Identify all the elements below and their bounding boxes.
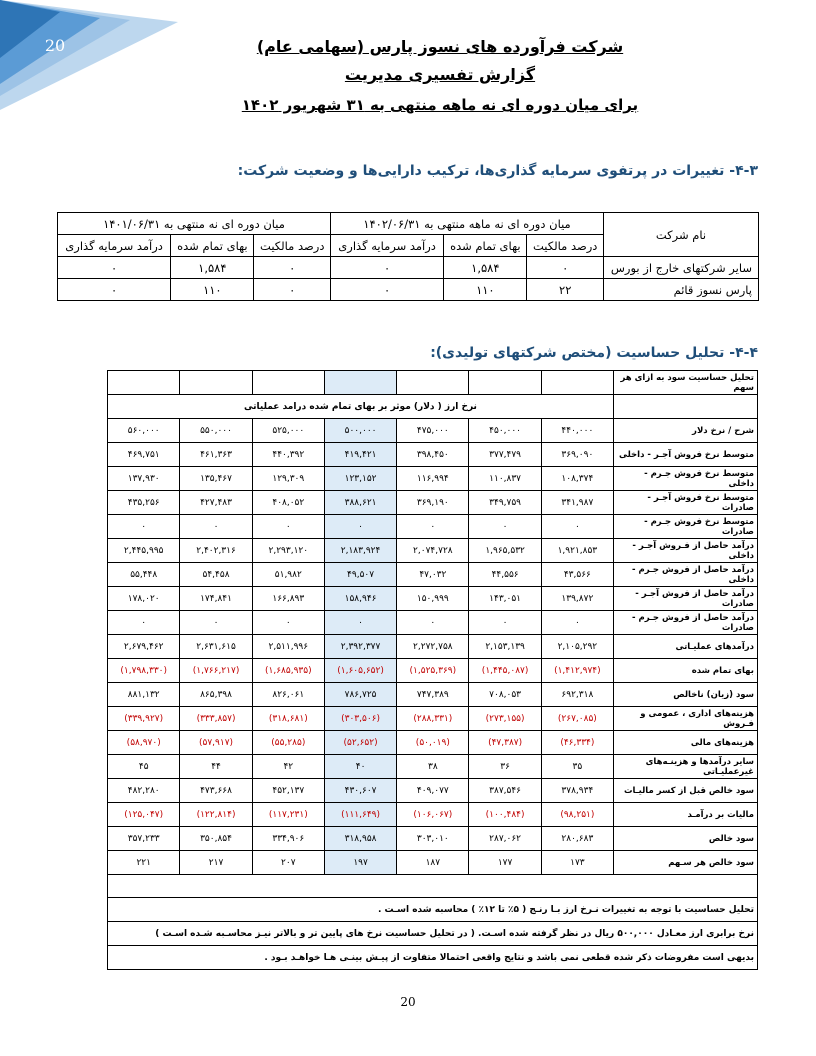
table-row [108,827,758,851]
rate-header-cell: ۵۲۵,۰۰۰ [252,419,324,443]
value-cell: ۱۱۰ [171,279,254,301]
value-cell: ۰ [180,515,252,539]
row-label: سود خالص قبل از کسر مالیـات [614,779,758,803]
value-cell: ۷۰۸,۰۵۳ [469,683,541,707]
value-cell: ۴۰۸,۰۵۲ [252,491,324,515]
table-row [108,851,758,875]
value-cell: (۵۲,۶۵۲) [324,731,396,755]
value-cell: (۳۳۹,۹۲۷) [108,707,180,731]
value-cell: ۳۷۷,۴۷۹ [469,443,541,467]
header-label: شرح / نرخ دلار [614,419,758,443]
table-row [108,467,758,491]
value-cell: ۰ [397,515,469,539]
value-cell: ۱۹۷ [324,851,396,875]
value-cell: ۰ [108,611,180,635]
value-cell: ۰ [58,279,171,301]
value-cell: (۴۷,۳۸۷) [469,731,541,755]
value-cell: ۴۷۳,۶۶۸ [180,779,252,803]
col-current-ownership: درصد مالکیت [527,235,604,257]
value-cell: ۳۸۸,۶۲۱ [324,491,396,515]
row-label: متوسط نرخ فروش جـرم - صادرات [614,515,758,539]
value-cell: (۵۵,۲۸۵) [252,731,324,755]
table-row [108,779,758,803]
empty-cell [324,371,396,395]
value-cell: (۱۱۱,۶۴۹) [324,803,396,827]
value-cell: ۳۹۸,۴۵۰ [397,443,469,467]
value-cell: ۲,۱۸۳,۹۲۴ [324,539,396,563]
value-cell: ۳۵۰,۸۵۴ [180,827,252,851]
value-cell: ۵۵,۴۴۸ [108,563,180,587]
rate-header-cell: ۴۴۰,۰۰۰ [541,419,613,443]
sensitivity-subtitle: نرخ ارز ( دلار) موثر بر بهای تمام شده درامد عملیاتی [108,395,614,419]
value-cell: ۳۳۴,۹۰۶ [252,827,324,851]
value-cell: ۳۷۸,۹۳۴ [541,779,613,803]
value-cell: ۴۰۹,۰۷۷ [397,779,469,803]
note-text: بدیهی است مفروضات ذکر شده قطعی نمی باشد و نتایج واقعی احتمالا متفاوت از پیـش بینـی هـا خواهـد بـود . [108,946,758,970]
value-cell: ۱۱۶,۹۹۴ [397,467,469,491]
value-cell: ۴۱۹,۴۲۱ [324,443,396,467]
table-row [108,659,758,683]
value-cell: ۴۴ [180,755,252,779]
col-prior-cost: بهای تمام شده [171,235,254,257]
row-label: سود خالص هر سـهم [614,851,758,875]
value-cell: ۲,۳۹۲,۳۷۷ [324,635,396,659]
value-cell: (۱,۷۹۸,۳۳۰) [108,659,180,683]
note-row [108,922,758,946]
sensitivity-table [107,370,758,970]
value-cell: ۲,۰۷۴,۷۲۸ [397,539,469,563]
table-row [108,635,758,659]
page-number-bottom: 20 [400,995,416,1009]
value-cell: ۲,۴۴۵,۹۹۵ [108,539,180,563]
value-cell: ۰ [58,257,171,279]
rate-header-cell: ۵۵۰,۰۰۰ [180,419,252,443]
value-cell: ۴۰ [324,755,396,779]
value-cell: ۲,۱۰۵,۲۹۲ [541,635,613,659]
value-cell: (۳۰۳,۵۰۶) [324,707,396,731]
value-cell: (۱,۷۶۶,۲۱۷) [180,659,252,683]
value-cell: ۲,۲۷۲,۷۵۸ [397,635,469,659]
table-row [108,707,758,731]
value-cell: ۴۴,۵۵۶ [469,563,541,587]
value-cell: ۱۵۰,۹۹۹ [397,587,469,611]
row-label: درآمد حاصل از فروش جـرم - صادرات [614,611,758,635]
value-cell: ۲,۱۵۳,۱۳۹ [469,635,541,659]
value-cell: ۱,۹۲۱,۸۵۳ [541,539,613,563]
value-cell: ۱۸۷ [397,851,469,875]
value-cell: ۱۰۸,۳۷۴ [541,467,613,491]
row-label: متوسط نرخ فروش جـرم - داخلی [614,467,758,491]
value-cell: ۱۵۸,۹۴۶ [324,587,396,611]
empty-cell [252,371,324,395]
empty-cell [469,371,541,395]
value-cell: ۴۳۵,۲۵۶ [108,491,180,515]
section-sensitivity-title: ۴-۴- تحلیل حساسیت (مختص شرکتهای تولیدی): [430,345,758,361]
value-cell: ۱۶۶,۸۹۳ [252,587,324,611]
value-cell: ۴۶۹,۷۵۱ [108,443,180,467]
value-cell: ۵۱,۹۸۲ [252,563,324,587]
value-cell: ۵۴,۴۵۸ [180,563,252,587]
value-cell: ۸۲۶,۰۶۱ [252,683,324,707]
col-period-current: میان دوره ای نه ماهه منتهی به ۱۴۰۲/۰۶/۳۱ [331,213,604,235]
value-cell: (۵۰,۰۱۹) [397,731,469,755]
value-cell: ۱۱۰,۸۳۷ [469,467,541,491]
value-cell: (۵۸,۹۷۰) [108,731,180,755]
value-cell: ۴۵۲,۱۳۷ [252,779,324,803]
value-cell: (۱۲۲,۸۱۴) [180,803,252,827]
value-cell: ۴۳۰,۶۰۷ [324,779,396,803]
table-row [58,257,759,279]
table-row [108,563,758,587]
value-cell: ۰ [541,515,613,539]
row-label: متوسط نرخ فروش آجـر - داخلی [614,443,758,467]
table-row [108,515,758,539]
value-cell: (۱۱۷,۲۳۱) [252,803,324,827]
spacer-row [108,875,758,898]
value-cell: ۲۸۷,۰۶۲ [469,827,541,851]
table-row [108,683,758,707]
table-row [108,443,758,467]
value-cell: ۳۴۱,۹۸۷ [541,491,613,515]
value-cell: ۱۷۷ [469,851,541,875]
value-cell: (۱,۶۸۵,۹۳۵) [252,659,324,683]
row-label: متوسط نرخ فروش آجـر - صادرات [614,491,758,515]
page-number-top: 20 [44,36,66,55]
value-cell: (۳۳۳,۸۵۷) [180,707,252,731]
table-row [108,755,758,779]
row-label: درآمد حاصل از فروش آجـر - صادرات [614,587,758,611]
value-cell: (۱۲۵,۰۴۷) [108,803,180,827]
value-cell: ۲,۶۷۹,۴۶۲ [108,635,180,659]
col-prior-ownership: درصد مالکیت [254,235,331,257]
table-row [108,803,758,827]
value-cell: ۳۸ [397,755,469,779]
note-text: نرخ برابری ارز معـادل ۵۰۰,۰۰۰ ریال در نظر گرفته شده اسـت. ( در تحلیل حساسیت نرخ های پایین تر و بالاتر نیـز محاسـبه شـده اسـت ) [108,922,758,946]
value-cell: ۴۷,۰۳۲ [397,563,469,587]
value-cell: ۱۲۹,۳۰۹ [252,467,324,491]
value-cell: (۱,۶۰۵,۶۵۲) [324,659,396,683]
company-name: شرکت فرآورده های نسوز پارس (سهامی عام) [256,37,624,56]
value-cell: ۳۵ [541,755,613,779]
row-label: سود (زیان) ناخالص [614,683,758,707]
value-cell: ۳۶۹,۰۹۰ [541,443,613,467]
col-current-cost: بهای تمام شده [444,235,527,257]
value-cell: ۴۲۷,۴۸۳ [180,491,252,515]
value-cell: ۱۴۳,۰۵۱ [469,587,541,611]
sensitivity-title-row [108,371,758,395]
rate-header-cell: ۴۷۵,۰۰۰ [397,419,469,443]
col-current-income: درآمد سرمایه گذاری [331,235,444,257]
note-row [108,898,758,922]
value-cell: ۰ [108,515,180,539]
value-cell: (۱,۴۱۲,۹۷۴) [541,659,613,683]
value-cell: (۱,۴۴۵,۰۸۷) [469,659,541,683]
col-period-prior: میان دوره ای نه منتهی به ۱۴۰۱/۰۶/۳۱ [58,213,331,235]
value-cell: ۴۹,۵۰۷ [324,563,396,587]
value-cell: ۰ [331,257,444,279]
value-cell: ۰ [541,611,613,635]
value-cell: ۰ [324,611,396,635]
value-cell: ۲۰۷ [252,851,324,875]
company-cell: سایر شرکتهای خارج از بورس [604,257,759,279]
table-row [108,539,758,563]
value-cell: ۳۶۹,۱۹۰ [397,491,469,515]
value-cell: ۰ [254,257,331,279]
value-cell: ۶۹۲,۳۱۸ [541,683,613,707]
value-cell: ۴۲ [252,755,324,779]
value-cell: ۷۸۶,۷۲۵ [324,683,396,707]
value-cell: ۱,۵۸۴ [444,257,527,279]
sensitivity-header-row [108,419,758,443]
value-cell: ۱۱۰ [444,279,527,301]
empty-cell [397,371,469,395]
value-cell: ۰ [254,279,331,301]
value-cell: ۲۲ [527,279,604,301]
value-cell: ۳۶ [469,755,541,779]
value-cell: (۱۰۰,۴۸۴) [469,803,541,827]
table-row [108,491,758,515]
value-cell: ۱۳۹,۸۷۲ [541,587,613,611]
value-cell: (۹۸,۲۵۱) [541,803,613,827]
col-company-name: نام شرکت [604,213,759,257]
rate-header-cell: ۵۰۰,۰۰۰ [324,419,396,443]
value-cell: ۲۸۰,۶۸۳ [541,827,613,851]
value-cell: ۱۷۴,۸۴۱ [180,587,252,611]
empty-cell [108,875,758,898]
table-row [108,611,758,635]
value-cell: ۰ [180,611,252,635]
row-label: سود خالص [614,827,758,851]
value-cell: ۲,۶۳۱,۶۱۵ [180,635,252,659]
value-cell: ۲,۲۹۳,۱۲۰ [252,539,324,563]
rate-header-cell: ۴۵۰,۰۰۰ [469,419,541,443]
value-cell: ۰ [252,611,324,635]
value-cell: ۴۶۱,۳۶۳ [180,443,252,467]
row-label: درآمد حاصل از فـروش آجـر - داخلی [614,539,758,563]
value-cell: ۸۸۱,۱۳۲ [108,683,180,707]
report-period: برای میان دوره ای نه ماهه منتهی به ۳۱ شهریور ۱۴۰۲ [241,96,639,114]
row-label: درآمد حاصل از فروش جـرم - داخلی [614,563,758,587]
value-cell: ۱۷۳ [541,851,613,875]
value-cell: (۱,۵۲۵,۳۶۹) [397,659,469,683]
value-cell: ۲۱۷ [180,851,252,875]
value-cell: ۱۳۵,۴۶۷ [180,467,252,491]
note-row [108,946,758,970]
row-label: بهای تمام شده [614,659,758,683]
row-label: سایر درآمدها و هزینـه‌های غیرعملیـاتی [614,755,758,779]
value-cell: ۱۲۳,۱۵۲ [324,467,396,491]
table-row [108,587,758,611]
value-cell: ۳۵۷,۲۳۳ [108,827,180,851]
value-cell: ۰ [469,515,541,539]
row-label: هزینه‌های مالی [614,731,758,755]
value-cell: ۰ [527,257,604,279]
value-cell: ۲,۵۱۱,۹۹۶ [252,635,324,659]
value-cell: ۰ [469,611,541,635]
value-cell: ۱۳۷,۹۳۰ [108,467,180,491]
value-cell: ۸۶۵,۳۹۸ [180,683,252,707]
value-cell: ۰ [331,279,444,301]
value-cell: (۱۰۶,۰۶۷) [397,803,469,827]
empty-cell [614,395,758,419]
company-cell: پارس نسوز قائم [604,279,759,301]
note-text: تحلیل حساسیت با توجه به تغییرات نـرخ ارز بـا رنـج ( ۵٪ تا ۱۲٪ ) محاسبه شده اسـت . [108,898,758,922]
table-row [108,731,758,755]
value-cell: ۳۸۷,۵۴۶ [469,779,541,803]
col-prior-income: درآمد سرمایه گذاری [58,235,171,257]
value-cell: (۲۶۷,۰۸۵) [541,707,613,731]
row-label: هزینه‌های اداری ، عمومی و فـروش [614,707,758,731]
value-cell: ۳۰۳,۰۱۰ [397,827,469,851]
section-investments-title: ۴-۳- تغییرات در پرتفوی سرمایه گذاری‌ها، ترکیب دارایی‌ها و وضعیت شرکت: [237,163,758,179]
row-label: مالیات بر درآمـد [614,803,758,827]
value-cell: ۳۴۹,۷۵۹ [469,491,541,515]
value-cell: ۱,۵۸۴ [171,257,254,279]
rate-header-cell: ۵۶۰,۰۰۰ [108,419,180,443]
value-cell: ۱۷۸,۰۲۰ [108,587,180,611]
value-cell: ۰ [397,611,469,635]
value-cell: ۳۱۸,۹۵۸ [324,827,396,851]
value-cell: (۳۱۸,۶۸۱) [252,707,324,731]
value-cell: (۵۷,۹۱۷) [180,731,252,755]
value-cell: ۴۸۲,۲۸۰ [108,779,180,803]
value-cell: ۴۳,۵۶۶ [541,563,613,587]
value-cell: ۲۲۱ [108,851,180,875]
value-cell: ۰ [252,515,324,539]
value-cell: ۴۴۰,۳۹۲ [252,443,324,467]
sensitivity-subtitle-row [108,395,758,419]
table-row [58,279,759,301]
value-cell: (۴۶,۳۳۴) [541,731,613,755]
document-header [160,34,720,120]
value-cell: ۱,۹۶۵,۵۳۲ [469,539,541,563]
empty-cell [108,371,180,395]
value-cell: ۰ [324,515,396,539]
value-cell: ۲,۴۰۲,۳۱۶ [180,539,252,563]
report-title: گزارش تفسیری مدیریت [344,65,536,84]
empty-cell [180,371,252,395]
value-cell: (۲۸۸,۳۳۱) [397,707,469,731]
value-cell: ۷۴۷,۳۸۹ [397,683,469,707]
row-label: درآمدهای عملیـاتی [614,635,758,659]
value-cell: (۲۷۳,۱۵۵) [469,707,541,731]
value-cell: ۴۵ [108,755,180,779]
investment-table [57,212,759,301]
empty-cell [541,371,613,395]
sensitivity-table-title: تحلیل حساسیت سود به ازای هر سهم [614,371,758,395]
